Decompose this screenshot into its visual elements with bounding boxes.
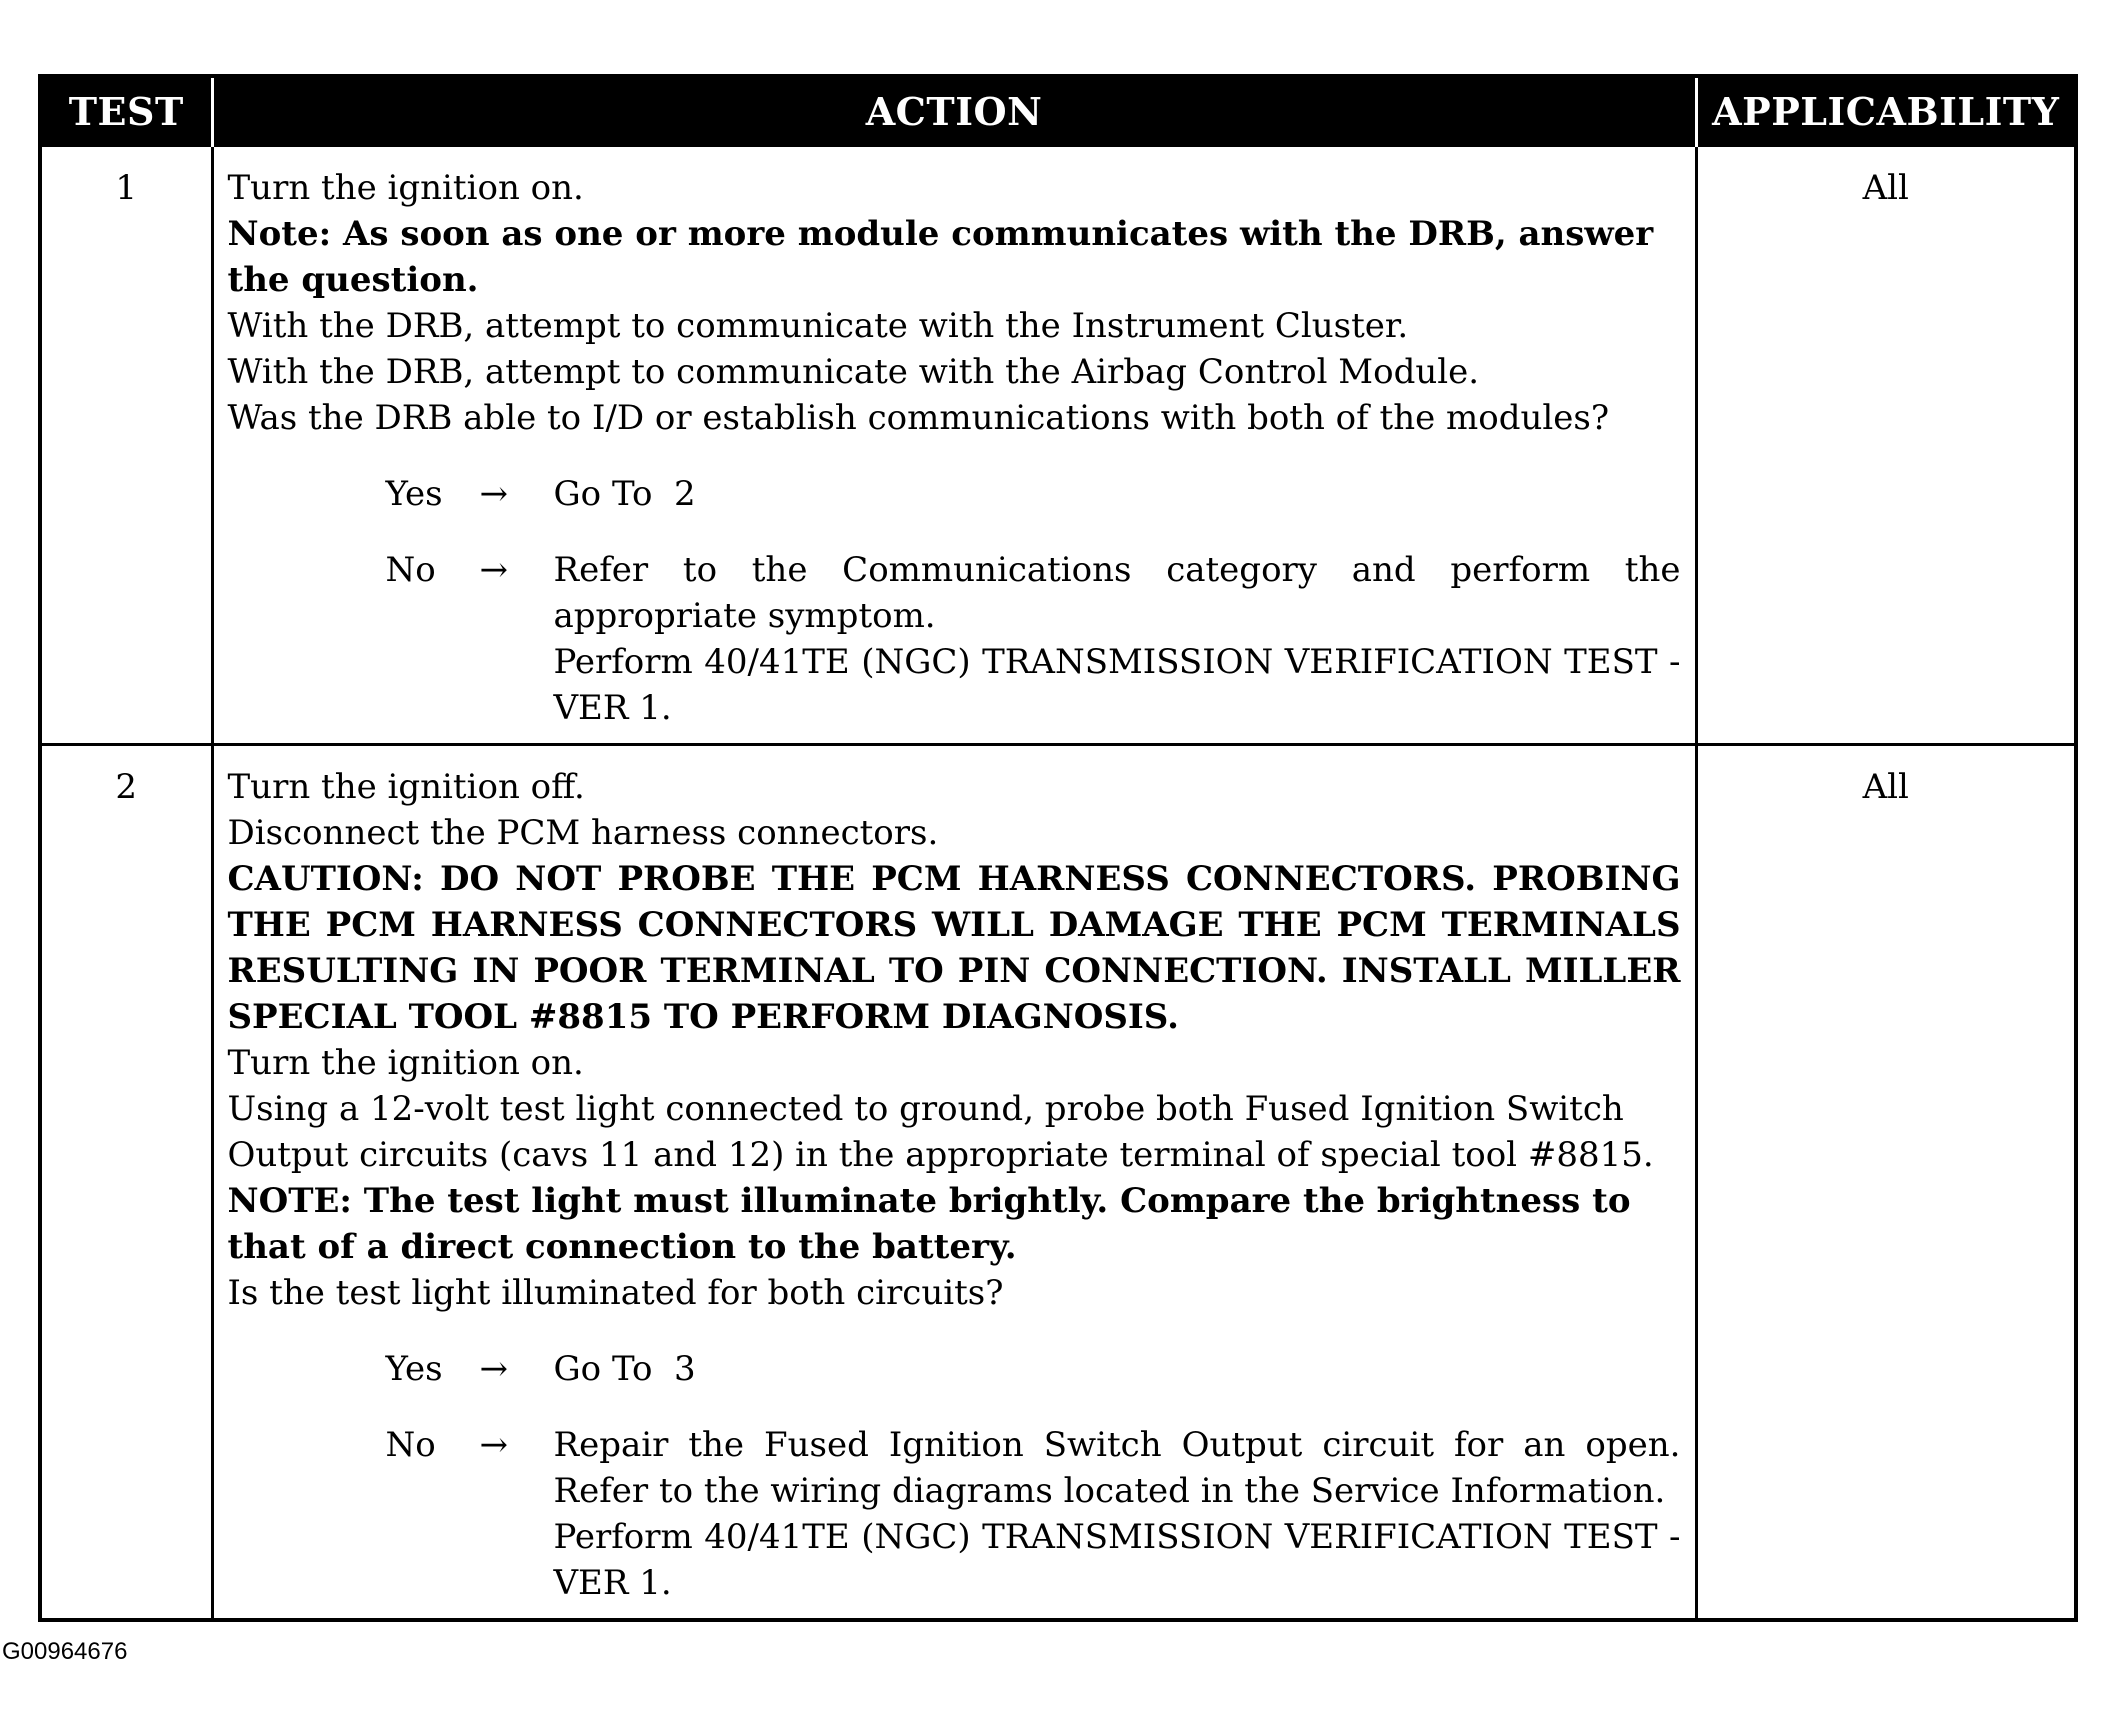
no-label: No xyxy=(385,1425,436,1465)
no-action-text: Repair the Fused Ignition Switch Output circuit for an open. Refer to the wiring diagrams located in the Service Information. xyxy=(553,1425,1681,1511)
action-step: Turn the ignition on. xyxy=(227,168,584,208)
header-row xyxy=(40,76,2076,146)
arrow-right-icon: → xyxy=(479,550,508,590)
test-row-1 xyxy=(40,146,2076,745)
header-test: TEST xyxy=(40,76,212,146)
verification-text: Perform 40/41TE (NGC) TRANSMISSION VERIFICATION TEST - VER 1. xyxy=(553,1517,1681,1603)
arrow-right-icon: → xyxy=(479,474,508,514)
action-step: With the DRB, attempt to communicate with the Instrument Cluster. xyxy=(227,306,1409,346)
figure-id: G00964676 xyxy=(2,1638,128,1665)
no-result xyxy=(228,547,1681,731)
applicability-value: All xyxy=(1696,146,2076,745)
note-text: NOTE: The test light must illuminate brightly. Compare the brightness to that of a direct connection to the battery. xyxy=(227,1181,1631,1267)
yes-action: Go To 3 xyxy=(553,1349,696,1389)
verification-text: Perform 40/41TE (NGC) TRANSMISSION VERIFICATION TEST - VER 1. xyxy=(553,642,1681,728)
action-cell xyxy=(212,745,1696,1621)
yes-label: Yes xyxy=(385,474,443,514)
action-step: Disconnect the PCM harness connectors. xyxy=(227,813,939,853)
yes-label: Yes xyxy=(385,1349,443,1389)
diagnostic-test-table xyxy=(38,74,2078,1622)
no-action xyxy=(554,1422,1681,1606)
no-label: No xyxy=(385,550,436,590)
action-step: Using a 12-volt test light connected to ground, probe both Fused Ignition Switch Output circuits (cavs 11 and 12) in the appropriate terminal of special tool #8815. xyxy=(227,1089,1654,1175)
test-number: 2 xyxy=(40,745,212,1621)
note-text: Note: As soon as one or more module communicates with the DRB, answer the question. xyxy=(227,214,1654,300)
header-action: ACTION xyxy=(212,76,1696,146)
no-action xyxy=(554,547,1681,731)
arrow-right-icon: → xyxy=(479,1425,508,1465)
test-row-2 xyxy=(40,745,2076,1621)
yes-action: Go To 2 xyxy=(553,474,696,514)
caution-text: CAUTION: DO NOT PROBE THE PCM HARNESS CONNECTORS. PROBING THE PCM HARNESS CONNECTORS WILL DAMAGE THE PCM TERMINALS RESULTING IN POOR TERMINAL TO PIN CONNECTION. INSTALL MILLER SPECIAL TOOL #8815 TO PERFORM DIAGNOSIS. xyxy=(227,859,1681,1037)
yes-result xyxy=(228,1346,1681,1392)
applicability-value: All xyxy=(1696,745,2076,1621)
action-step: With the DRB, attempt to communicate with the Airbag Control Module. xyxy=(227,352,1480,392)
action-step: Turn the ignition on. xyxy=(227,1043,584,1083)
question-text: Was the DRB able to I/D or establish communications with both of the modules? xyxy=(227,398,1610,438)
no-action-text: Refer to the Communications category and perform the appropriate symptom. xyxy=(553,550,1681,636)
header-applicability: APPLICABILITY xyxy=(1696,76,2076,146)
arrow-right-icon: → xyxy=(479,1349,508,1389)
test-number: 1 xyxy=(40,146,212,745)
no-result xyxy=(228,1422,1681,1606)
action-cell xyxy=(212,146,1696,745)
yes-result xyxy=(228,471,1681,517)
action-step: Turn the ignition off. xyxy=(227,767,585,807)
question-text: Is the test light illuminated for both circuits? xyxy=(227,1273,1004,1313)
